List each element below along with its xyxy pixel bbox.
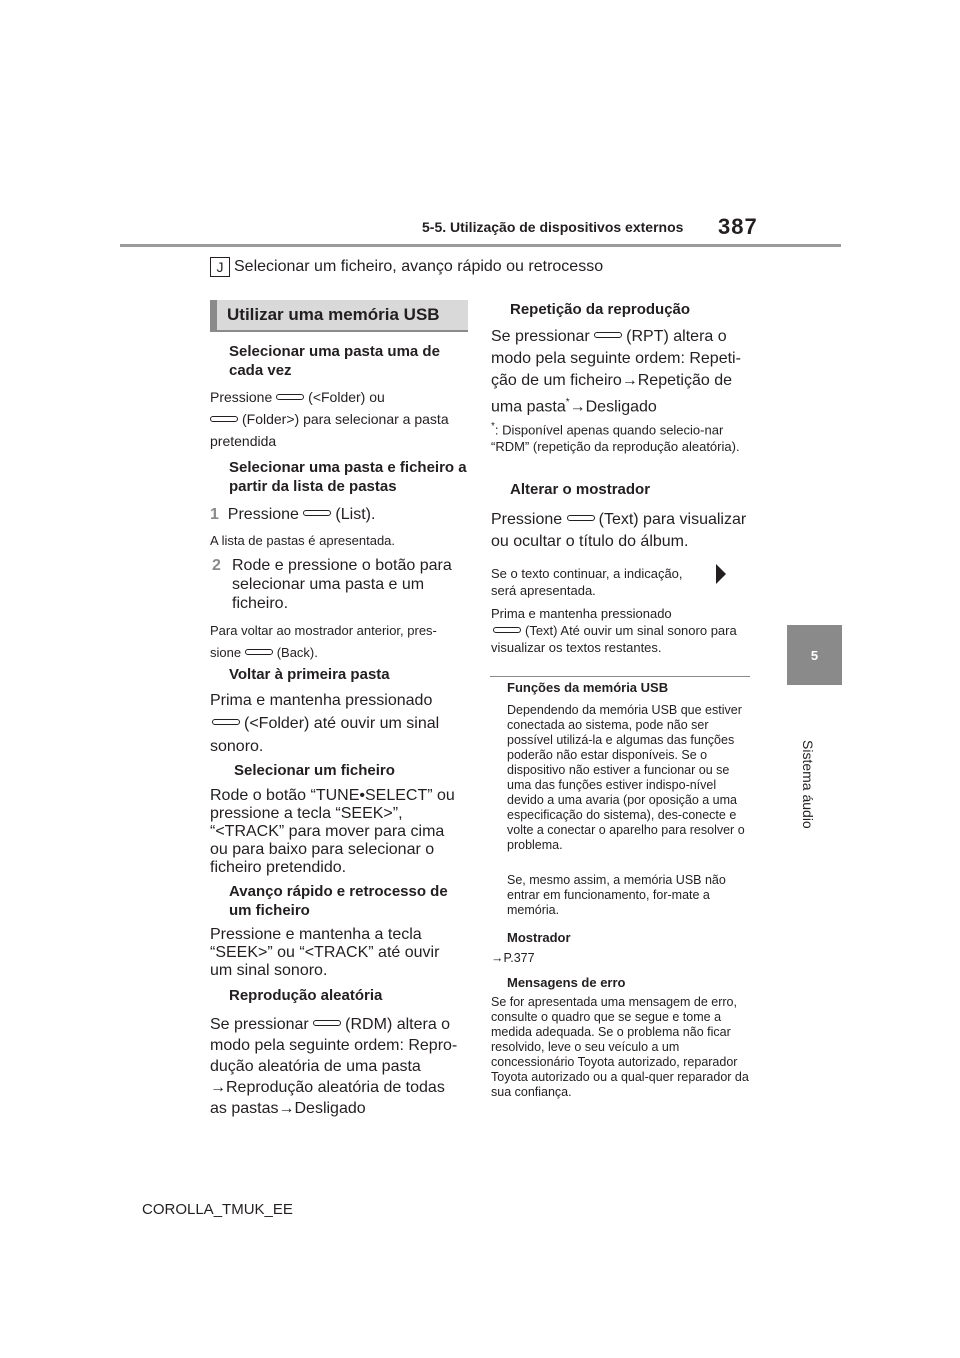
note-text-continues: Se o texto continuar, a indicação, será apresentada. (491, 566, 683, 598)
button-icon (493, 627, 521, 633)
heading-fast-forward: Avanço rápido e retrocesso de um ficheiro (229, 883, 448, 919)
note-usb-functions-p2: Se, mesmo assim, a memória USB não entrar em funcionamento, for-mate a memória. (507, 873, 726, 917)
heading-change-display: Alterar o mostrador (510, 481, 651, 498)
button-icon (313, 1020, 341, 1026)
page-number: 387 (718, 214, 758, 239)
item-letter-box: J (210, 257, 230, 277)
button-icon (276, 394, 304, 400)
button-icon (210, 416, 238, 422)
step-1-note: A lista de pastas é apresentada. (210, 533, 396, 548)
button-icon (303, 510, 331, 516)
button-icon (212, 719, 240, 725)
header-rule (120, 244, 841, 247)
heading-select-file: Selecionar um ficheiro (234, 762, 395, 779)
note-error-p: Se for apresentada uma mensagem de erro, consulte o quadro que se segue e tome a medida adequada. Se o problema não ficar resolvido, leve o seu veículo a um concessionário Toyota autorizado, reparador Toyota autorizado ou a qual-quer reparador da sua confiança. (491, 995, 749, 1099)
item-letter-text: Selecionar um ficheiro, avanço rápido ou retrocesso (234, 258, 604, 275)
note-display-title: Mostrador (507, 930, 571, 945)
note-usb-functions-p1: Dependendo da memória USB que estiver conectada ao sistema, pode não ser possível utilizá-la e algumas das funções poderão não estar disponíveis. Se o dispositivo não estiver a funcionar ou se uma das funções estiver indispo-nível devido a uma avaria (por oposição a uma especificação do sistema), des-conecte e volte a conectar o aparelho para resolver o problema. (507, 703, 745, 852)
paragraph-select-file: Rode o botão “TUNE•SELECT” ou pressione a tecla “SEEK>”, “<TRACK” para mover para cima ou para baixo para selecionar o ficheiro pretendido. (210, 787, 455, 876)
button-icon (567, 515, 595, 521)
paragraph-repeat: Se pressionar (RPT) altera o modo pela seguinte ordem: Repeti-ção de um ficheiro→Repetição de uma pasta*→Desligado (491, 328, 741, 416)
step-2: 2 Rode e pressione o botão para selecionar uma pasta e um ficheiro. (212, 557, 452, 612)
header-section-title: 5-5. Utilização de dispositivos externos (422, 219, 684, 235)
chapter-tab-number: 5 (810, 647, 819, 663)
button-icon (594, 332, 622, 338)
heading-folder-list: Selecionar uma pasta e ficheiro a partir da lista de pastas (229, 459, 467, 495)
paragraph-change-display: Pressione (Text) para visualizar ou ocultar o título do álbum. (491, 511, 747, 550)
button-icon (245, 649, 273, 655)
heading-select-folder: Selecionar uma pasta uma de cada vez (229, 343, 440, 379)
chapter-label: Sistema áudio (800, 740, 816, 829)
note-usb-functions-title: Funções da memória USB (507, 680, 669, 695)
paragraph-fast-forward: Pressione e mantenha a tecla “SEEK>” ou “<TRACK” até ouvir um sinal sonoro. (210, 926, 440, 979)
footnote: *: Disponível apenas quando selecio-nar “RDM” (repetição da reprodução aleatória). (491, 421, 740, 455)
note-error-title: Mensagens de erro (507, 975, 626, 990)
section-header (210, 300, 468, 332)
footer-doc-code: COROLLA_TMUK_EE (142, 1201, 293, 1218)
section-title: Utilizar uma memória USB (227, 305, 440, 324)
paragraph-select-folder: Pressione (<Folder) ou (Folder>) para selecionar a pasta pretendida (210, 389, 449, 449)
more-text-arrow-icon (716, 564, 726, 584)
paragraph-first-folder: Prima e mantenha pressionado (<Folder) até ouvir um sinal sonoro. (210, 692, 440, 755)
step-2-note: Para voltar ao mostrador anterior, pres- sione (Back). (210, 623, 437, 660)
heading-first-folder: Voltar à primeira pasta (229, 666, 390, 683)
paragraph-random: Se pressionar (RDM) altera o modo pela seguinte ordem: Repro-dução aleatória de uma pasta →Reprodução aleatória de todas as pastas→Desligado (210, 1016, 458, 1117)
step-1: 1 Pressione (List). (210, 506, 376, 523)
chapter-tab (787, 625, 842, 685)
notes-rule (490, 676, 750, 677)
heading-repeat: Repetição da reprodução (510, 301, 691, 318)
note-display-ref: →P.377 (491, 951, 535, 965)
note-hold-text: Prima e mantenha pressionado (Text) Até ouvir um sinal sonoro para visualizar os textos restantes. (491, 606, 737, 655)
heading-random: Reprodução aleatória (229, 987, 383, 1004)
